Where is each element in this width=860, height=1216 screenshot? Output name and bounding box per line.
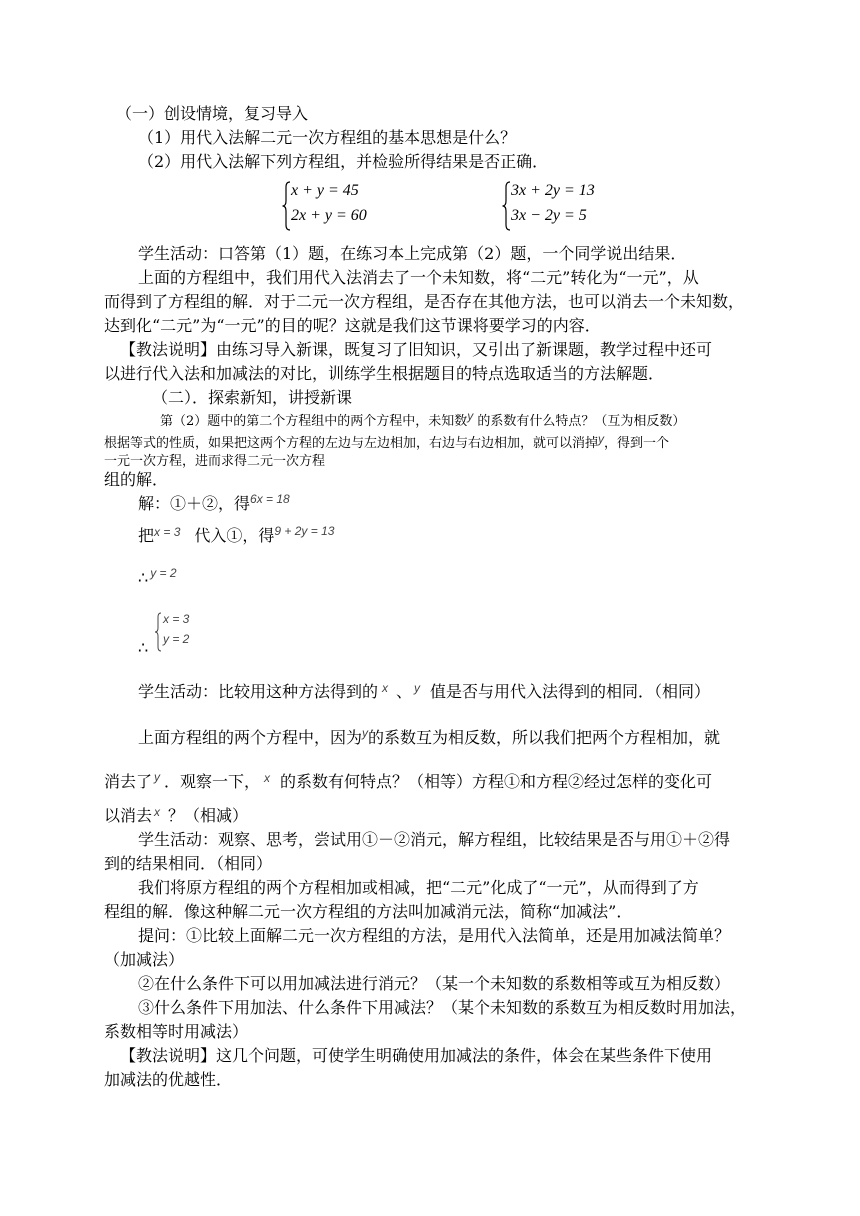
text-span: 以消去 [104,806,153,825]
text-span: 上面方程组的两个方程中，因为 [138,728,363,747]
paragraph-3-line-4: 程组的解．像这种解二元一次方程组的方法叫加减消元法，简称“加减法”． [104,902,633,921]
solution-equation-y: y = 2 [163,632,190,646]
system-a-equation-2: 2x + y = 60 [291,207,367,224]
solution-system [154,612,234,652]
question-prompt-3: ③什么条件下用加法、什么条件下用减法？（某个未知数的系数互为相反数时用加法， [138,998,747,1017]
text-span: 第（2）题中的第二个方程组中的两个方程中，未知数 [160,414,468,429]
text-span: 、 [396,682,413,701]
math-expression: x = 3 [154,525,181,539]
system-b-equation-1: 3x + 2y = 13 [511,182,595,199]
student-activity-3: 学生活动：观察、思考，尝试用①－②消元，解方程组，比较结果是否与用①＋②得 [138,830,731,849]
question-prompt-1: 提问：①比较上面解二元一次方程组的方法，是用代入法简单，还是用加减法简单？ [138,926,731,945]
section-2-paragraph-line-1 [160,411,685,432]
left-brace-icon [502,181,511,231]
section-heading-1: （一）创设情境，复习导入 [116,104,309,123]
text-span: ？（相减） [168,806,249,825]
text-span: 的系数有什么特点？（互为相反数） [473,414,686,429]
text-span: 学生活动：比较用这种方法得到的 [138,682,379,701]
question-prompt-1-answer: （加减法） [104,950,185,969]
text-span: 解：①＋②，得 [138,494,251,513]
text-span: 的系数互为相反数，所以我们把两个方程相加，就 [368,728,721,747]
solution-step-2 [138,526,334,547]
solution-equation-x: x = 3 [163,612,190,626]
text-span: 根据等式的性质，如果把这两个方程的左边与左边相加，右边与右边相加，就可以消掉 [104,436,599,451]
section-2-paragraph-line-3: 一元一次方程，进而求得二元一次方程 [104,454,326,469]
text-span: ．观察一下， [164,772,261,791]
paragraph-1-line-4: 达到化“二元”为“一元”的目的呢？这就是我们这节课将要学习的内容． [104,316,601,335]
equation-system-a [282,181,442,231]
paragraph-3-line-2: 到的结果相同．（相同） [104,854,273,873]
equation-system-b [502,181,662,231]
teaching-note-1-line-2: 以进行代入法和加减法的对比，训练学生根据题目的特点选取适当的方法解题． [104,364,665,383]
math-expression: 6x = 18 [250,492,290,506]
variable-x: x [382,681,389,695]
math-expression: y = 2 [150,566,177,580]
question-1: （1）用代入法解二元一次方程组的基本思想是什么？ [138,128,517,147]
solution-step-3 [138,568,177,589]
variable-y: y [362,726,369,740]
question-prompt-3-continued: 系数相等时用减法） [104,1022,249,1041]
math-expression: 9 + 2y = 13 [274,524,335,538]
section-heading-2: （二）．探索新知，讲授新课 [152,388,353,407]
question-prompt-2: ②在什么条件下可以用加减法进行消元？（某一个未知数的系数相等或互为相反数） [138,974,731,993]
section-2-paragraph-line-4: 组的解． [104,470,169,489]
text-span: 消去了 [104,772,153,791]
variable-y: y [467,409,474,423]
text-span: 的系数有何特点？（相等）方程①和方程②经过怎样的变化可 [280,772,713,791]
system-b-equation-2: 3x − 2y = 5 [511,207,587,224]
paragraph-3-line-3: 我们将原方程组的两个方程相加或相减，把“二元”化成了“一元”，从而得到了方 [138,878,699,897]
variable-y: y [154,770,161,784]
system-a-equation-1: x + y = 45 [291,182,359,199]
paragraph-1-line-2: 上面的方程组中，我们用代入法消去了一个未知数，将“二元”转化为“一元”，从 [138,268,699,287]
student-activity-1: 学生活动：口答第（1）题，在练习本上完成第（2）题，一个同学说出结果． [138,244,687,263]
text-span: 值是否与用代入法得到的相同．（相同） [430,682,711,701]
left-brace-icon [282,181,291,231]
solution-step-1 [138,494,290,515]
paragraph-2-line-2 [138,728,720,749]
variable-y: y [414,681,421,695]
text-span: 把 [138,526,155,545]
section-2-paragraph-line-2 [104,433,669,454]
question-2: （2）用代入法解下列方程组，并检验所得结果是否正确． [138,152,549,171]
paragraph-2-line-3 [104,772,712,793]
left-brace-icon [154,612,163,652]
teaching-note-2-line-2: 加减法的优越性． [104,1070,233,1089]
paragraph-2-line-4 [104,806,248,827]
text-span: 代入①，得 [194,526,275,545]
solution-therefore: ∴ [138,638,149,657]
therefore-symbol: ∴ [138,568,149,587]
paragraph-1-line-3: 而得到了方程组的解．对于二元一次方程组，是否存在其他方法，也可以消去一个未知数， [104,292,745,311]
teaching-note-2-line-1: 【教法说明】这几个问题，可使学生明确使用加减法的条件，体会在某些条件下使用 [120,1046,713,1065]
variable-x: x [154,805,161,819]
text-span: ，得到一个 [604,436,670,451]
teaching-note-1-line-1: 【教法说明】由练习导入新课，既复习了旧知识，又引出了新课题，教学过程中还可 [120,340,713,359]
variable-x: x [264,771,271,785]
student-activity-2 [138,682,710,703]
variable-y: y [598,432,605,446]
